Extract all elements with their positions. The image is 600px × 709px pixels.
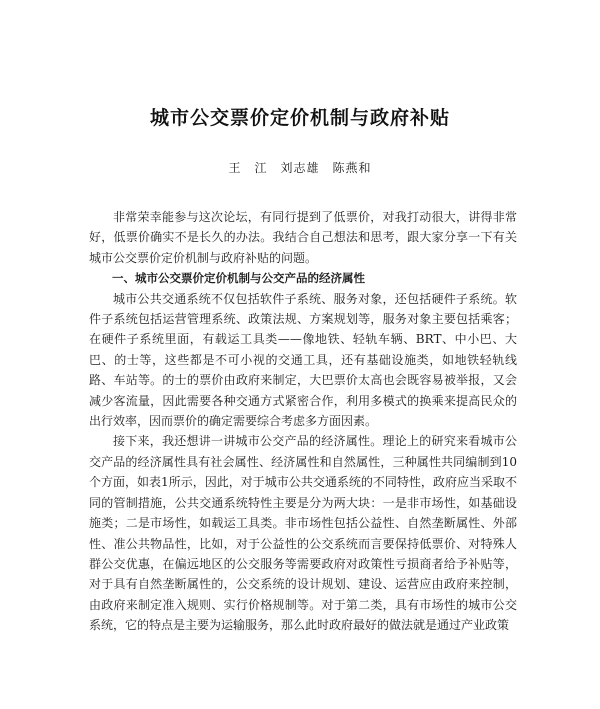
section-heading: 一、城市公交票价定价机制与公交产品的经济属性 (112, 271, 365, 286)
article-title: 城市公交票价定价机制与政府补贴 (149, 107, 450, 129)
body-paragraph: 接下来，我还想讲一讲城市公交产品的经济属性。理论上的研究来看城市公交产品的经济属性具有社会属性、经济属性和自然属性，三种属性共同编制到10个方面，如表1所示，因此，对于城市公共交通系统的不同特性，政府应当采取不同的管制措施，公共交通系统特性主要是分为两大块：一是非市场性，如基础设施类；二是市场性，如载运工具类。非市场性包括公益性、自然垄断属性、外部性、准公共物品性，比如，对于公益性的公交系统而言要保持低票价、对特殊人群公交优惠，在偏远地区的公交服务等需要政府对政策性亏损商者给予补贴等，对于具有自然垄断属性的，公交系统的设计规划、建设、运营应由政府来控制，由政府来制定准入规则、实行价格规制等。对于第二类，具有市场性的城市公交系统，它的特点是主要为运输服务，那么此时政府最好的做法就是通过产业政策 (89, 434, 517, 633)
body-paragraph: 城市公共交通系统不仅包括软件子系统、服务对象，还包括硬件子系统。软件子系统包括运营管理系统、政策法规、方案规划等，服务对象主要包括乘客；在硬件子系统里面，有载运工具类——像地铁、轻轨车辆、BRT、中小巴、大巴、的士等，这些都是不可小视的交通工具，还有基础设施类，如地铁轻轨线路、车站等。的士的票价由政府来制定，大巴票价太高也会既容易被举报，又会减少客流量，因此需要各种交通方式紧密合作，利用多模式的换乘来提高民众的出行效率，因而票价的确定需要综合考虑多方面因素。 (89, 291, 517, 429)
article-body (89, 207, 517, 636)
article-authors: 王 江 刘志雄 陈燕和 (228, 161, 372, 175)
intro-paragraph: 非常荣幸能参与这次论坛，有同行提到了低票价，对我打动很大，讲得非常好，低票价确实不是长久的办法。我结合自己想法和思考，跟大家分享一下有关城市公交票价定价机制与政府补贴的问题。 (89, 210, 517, 265)
